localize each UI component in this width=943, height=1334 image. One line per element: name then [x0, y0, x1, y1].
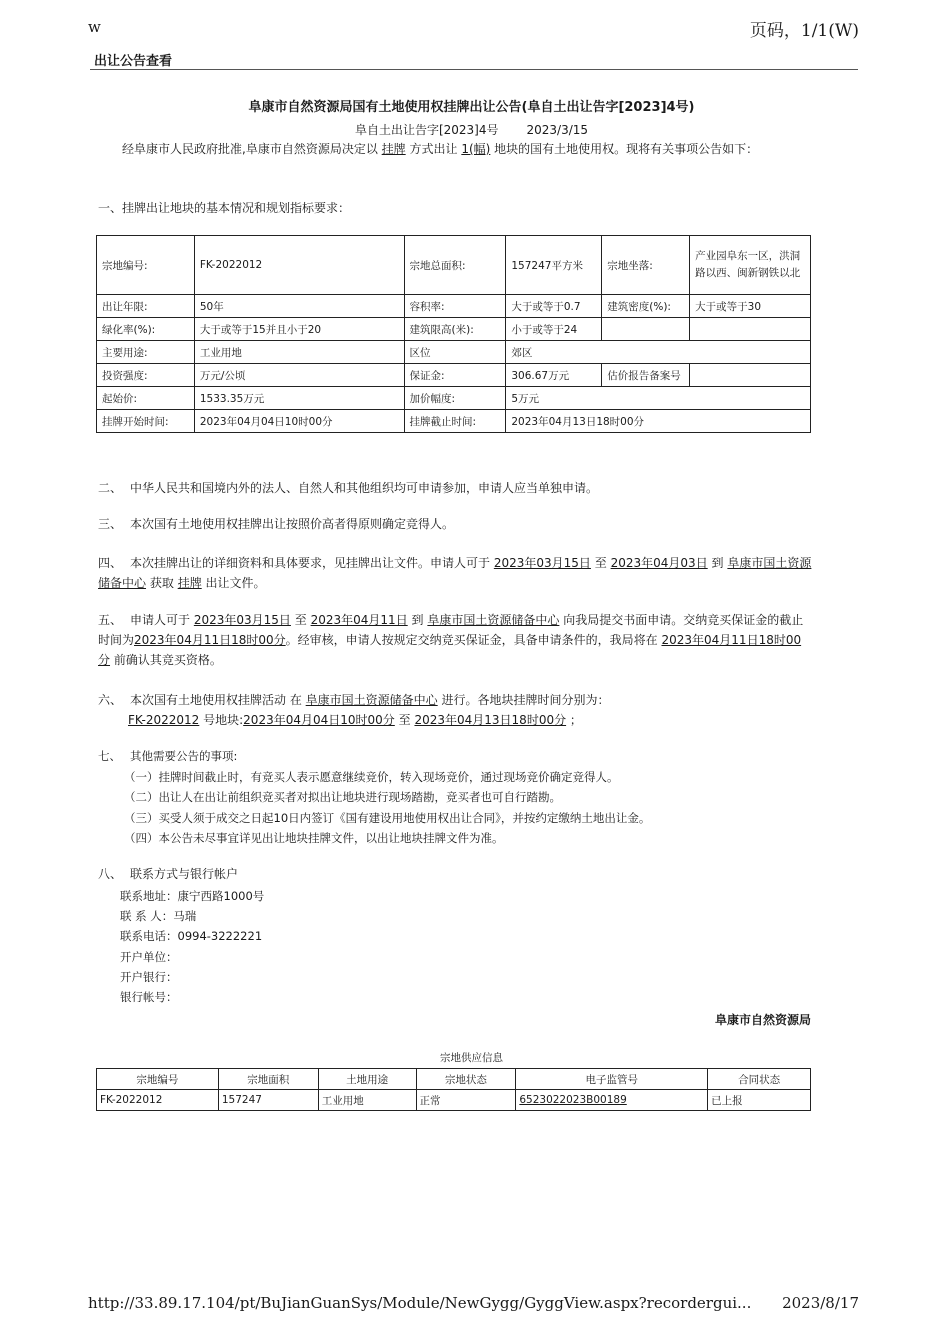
- table-row: FK-2022012 157247 工业用地 正常 6523022023B00189 已上报: [97, 1090, 811, 1111]
- account-number: 银行帐号：: [120, 990, 178, 1005]
- intro-paragraph: 经阜康市人民政府批准,阜康市自然资源局决定以 挂牌 方式出让 1(幅) 地块的国有土地使用权。现将有关事项公告如下：: [122, 142, 759, 156]
- supply-table-caption: 宗地供应信息: [440, 1052, 503, 1064]
- table-row: 绿化率(%): 大于或等于15并且小于20 建筑限高(米): 小于或等于24: [97, 318, 811, 341]
- section-7: 七、 其他需要公告的事项: （一）挂牌时间截止时，有竞买人表示愿意继续竞价，转入现场竞价，通过现场竞价确定竞得人。 （二）出让人在出让前组织竞买者对拟出让地块进行现场踏勘，竞买者也可自行踏勘。 （三）买受人须于成交之日起10日内签订《国有建设用地使用权出让合同》，并按约定缴纳土地出让金。 （四）本公告未尽事宜详见出让地块挂牌文件，以出让地块挂牌文件为准。: [98, 746, 812, 849]
- view-title: 出让公告查看: [94, 54, 173, 69]
- list-item: （二）出让人在出让前组织竞买者对拟出让地块进行现场踏勘，竞买者也可自行踏勘。: [124, 790, 561, 804]
- section-5: 五、 申请人可于 2023年03月15日 至 2023年04月11日 到 阜康市国土资源储备中心 向我局提交书面申请。交纳竞买保证金的截止时间为2023年04月11日18时00分。经审核，申请人按规定交纳竞买保证金，具备申请条件的，我局将在 2023年04月11日18时00分 前确认其竞买资格。: [98, 613, 804, 667]
- section-1-heading: 一、挂牌出让地块的基本情况和规划指标要求：: [98, 201, 351, 215]
- contact-phone: 联系电话：0994-3222221: [120, 929, 263, 944]
- footer-date: 2023/8/17: [782, 1294, 859, 1312]
- page-number: 页码，1/1(W): [749, 21, 859, 41]
- header-divider: [90, 69, 858, 70]
- table-row: 投资强度: 万元/公顷 保证金: 306.67万元 估价报告备案号: [97, 364, 811, 387]
- section-4: 四、 本次挂牌出让的详细资料和具体要求，见挂牌出让文件。申请人可于 2023年03月15日 至 2023年04月03日 到 阜康市国土资源储备中心 获取 挂牌 出让文件。: [98, 556, 812, 590]
- section-2: 二、 中华人民共和国境内外的法人、自然人和其他组织均可申请参加，申请人应当单独申请。: [98, 481, 599, 495]
- section-3: 三、 本次国有土地使用权挂牌出让按照价高者得原则确定竞得人。: [98, 517, 455, 531]
- doc-number: 阜自土出让告字[2023]4号: [354, 123, 499, 137]
- signature: 阜康市自然资源局: [714, 1013, 811, 1027]
- table-row: 主要用途: 工业用地 区位 郊区: [97, 341, 811, 364]
- table-row: 宗地编号: FK-2022012 宗地总面积: 157247平方米 宗地坐落: 产业园阜东一区，洪洞路以西、闽新钢铁以北: [97, 236, 811, 295]
- account-unit: 开户单位：: [120, 949, 178, 964]
- list-item: （三）买受人须于成交之日起10日内签订《国有建设用地使用权出让合同》，并按约定缴纳土地出让金。: [124, 810, 651, 825]
- contact-address: 联系地址：康宁西路1000号: [120, 889, 265, 903]
- account-bank: 开户银行：: [120, 969, 178, 984]
- intro-method: 挂牌: [381, 142, 406, 156]
- table-row: 挂牌开始时间: 2023年04月04日10时00分 挂牌截止时间: 2023年04月13日18时00分: [97, 410, 811, 433]
- doc-date: 2023/3/15: [526, 123, 589, 137]
- contact-person: 联 系 人：马瑞: [120, 909, 197, 924]
- list-item: （一）挂牌时间截止时，有竞买人表示愿意继续竞价，转入现场竞价，通过现场竞价确定竞得人。: [124, 769, 619, 784]
- list-item: （四）本公告未尽事宜详见出让地块挂牌文件，以出让地块挂牌文件为准。: [124, 831, 504, 845]
- section-8-heading: 八、 联系方式与银行帐户: [98, 867, 239, 881]
- intro-count: 1(幅): [461, 142, 491, 156]
- table-header-row: 宗地编号 宗地面积 土地用途 宗地状态 电子监管号 合同状态: [97, 1069, 811, 1090]
- footer-url: http://33.89.17.104/pt/BuJianGuanSys/Module/NewGygg/GyggView.aspx?recordergui...: [88, 1294, 752, 1312]
- contact-info: [120, 886, 264, 1007]
- doc-subline: [0, 121, 943, 138]
- parcel-info-table: [96, 235, 811, 433]
- header-left-text: w: [88, 18, 101, 36]
- supply-info-table: [96, 1068, 811, 1111]
- page-title: 阜康市自然资源局国有土地使用权挂牌出让公告(阜自土出让告字[2023]4号): [248, 100, 695, 115]
- section-6: 六、 本次国有土地使用权挂牌活动 在 阜康市国土资源储备中心 进行。各地块挂牌时间分别为： FK-2022012 号地块:2023年04月04日10时00分 至 2023年04月13日18时00分 ；: [98, 693, 610, 727]
- table-row: 出让年限: 50年 容积率: 大于或等于0.7 建筑密度(%): 大于或等于30: [97, 295, 811, 318]
- table-row: 起始价: 1533.35万元 加价幅度: 5万元: [97, 387, 811, 410]
